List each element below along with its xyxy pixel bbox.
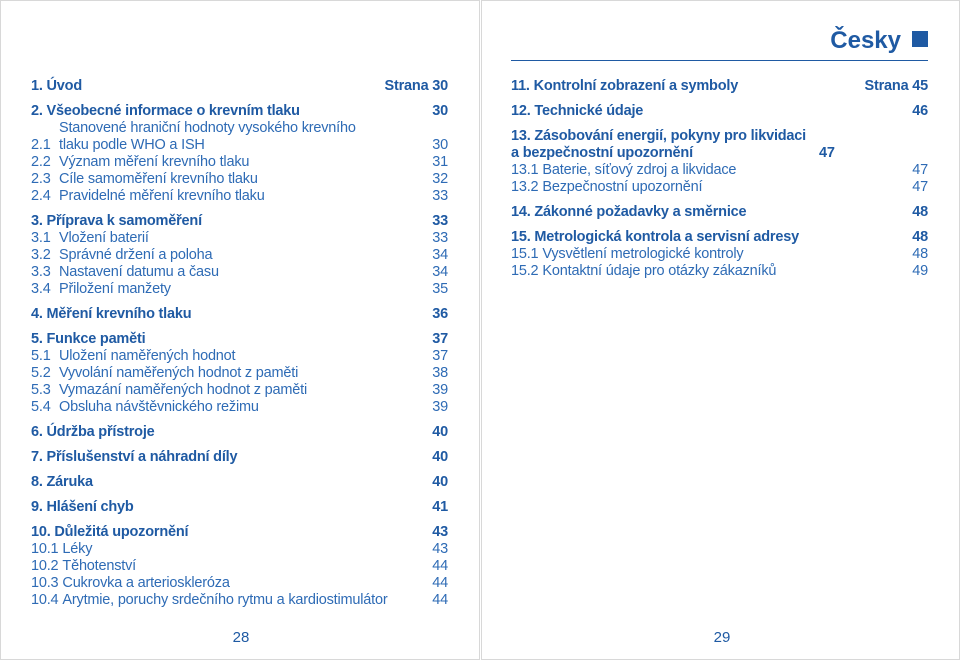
item-page: 31	[432, 154, 448, 170]
section-title: 6. Údržba přístroje	[31, 424, 155, 440]
toc-item[interactable]	[511, 162, 928, 179]
item-label: Arytmie, poruchy srdečního rytmu a kardiostimulátor	[62, 592, 388, 608]
page-number: 28	[232, 629, 250, 646]
toc-section[interactable]	[511, 128, 928, 162]
table-of-contents-left	[31, 78, 448, 609]
toc-section[interactable]	[31, 331, 448, 348]
toc-section[interactable]	[31, 499, 448, 516]
section-title: 13. Zásobování energií, pokyny pro likvidaci a bezpečnostní upozornění	[511, 128, 806, 161]
toc-item[interactable]	[31, 592, 448, 609]
section-page: 36	[432, 306, 448, 322]
section-page: 41	[432, 499, 448, 515]
item-label: Správné držení a poloha	[59, 247, 213, 263]
item-label: Kontaktní údaje pro otázky zákazníků	[542, 263, 777, 279]
item-number: 10.1	[31, 541, 59, 557]
item-number: 3.4	[31, 281, 51, 297]
toc-item[interactable]	[511, 263, 928, 280]
section-page: 46	[912, 103, 928, 119]
section-title: 8. Záruka	[31, 474, 93, 490]
item-number: 3.3	[31, 264, 51, 280]
item-page: 34	[432, 264, 448, 280]
item-page: 32	[432, 171, 448, 187]
item-page: 37	[432, 348, 448, 364]
toc-section[interactable]	[31, 306, 448, 323]
toc-section[interactable]	[31, 78, 448, 95]
item-label: Význam měření krevního tlaku	[59, 154, 250, 170]
item-number: 13.2	[511, 179, 539, 195]
toc-item[interactable]	[31, 365, 448, 382]
item-page: 47	[912, 179, 928, 195]
table-of-contents-right	[511, 78, 928, 280]
toc-item[interactable]	[31, 281, 448, 298]
item-number: 5.3	[31, 382, 51, 398]
section-title: 9. Hlášení chyb	[31, 499, 134, 515]
toc-item[interactable]	[31, 247, 448, 264]
item-label: Cukrovka a arterioskleróza	[62, 575, 230, 591]
item-page: 30	[432, 137, 448, 153]
right-page	[481, 0, 960, 660]
section-page: 43	[432, 524, 448, 540]
section-title: 1. Úvod	[31, 78, 82, 94]
toc-item[interactable]	[31, 188, 448, 205]
item-page: 39	[432, 382, 448, 398]
toc-item[interactable]	[31, 541, 448, 558]
item-number: 5.4	[31, 399, 51, 415]
item-page: 49	[912, 263, 928, 279]
item-label: Těhotenství	[62, 558, 136, 574]
section-page: 47	[819, 145, 835, 161]
language-marker-square	[912, 31, 928, 47]
header-rule	[511, 60, 928, 61]
toc-section[interactable]	[31, 449, 448, 466]
section-page: 48	[912, 229, 928, 245]
toc-section[interactable]	[31, 213, 448, 230]
item-number: 13.1	[511, 162, 539, 178]
section-page: 33	[432, 213, 448, 229]
toc-item[interactable]	[511, 246, 928, 263]
toc-item[interactable]	[31, 558, 448, 575]
item-number: 15.2	[511, 263, 539, 279]
section-page: Strana 30	[384, 78, 448, 94]
section-title: 5. Funkce paměti	[31, 331, 146, 347]
item-page: 34	[432, 247, 448, 263]
item-label: Bezpečnostní upozornění	[542, 179, 703, 195]
item-number: 5.2	[31, 365, 51, 381]
toc-item[interactable]	[31, 575, 448, 592]
section-title: 10. Důležitá upozornění	[31, 524, 189, 540]
section-page: 37	[432, 331, 448, 347]
page-number: 29	[713, 629, 731, 646]
item-number: 2.4	[31, 188, 51, 204]
section-title: 4. Měření krevního tlaku	[31, 306, 192, 322]
item-label: Vymazání naměřených hodnot z paměti	[59, 382, 307, 398]
toc-item[interactable]	[31, 382, 448, 399]
item-page: 33	[432, 188, 448, 204]
toc-item[interactable]	[31, 399, 448, 416]
section-page: 40	[432, 474, 448, 490]
item-number: 2.2	[31, 154, 51, 170]
toc-item[interactable]	[31, 154, 448, 171]
item-number: 10.4	[31, 592, 59, 608]
section-page: 30	[432, 103, 448, 119]
item-number: 15.1	[511, 246, 539, 262]
item-number: 5.1	[31, 348, 51, 364]
toc-section[interactable]	[31, 103, 448, 120]
item-label: Baterie, síťový zdroj a likvidace	[542, 162, 737, 178]
toc-section[interactable]	[31, 474, 448, 491]
section-title: 15. Metrologická kontrola a servisní adresy	[511, 229, 799, 245]
item-label: Léky	[62, 541, 93, 557]
item-label: Pravidelné měření krevního tlaku	[59, 188, 265, 204]
item-page: 47	[912, 162, 928, 178]
toc-item[interactable]	[31, 264, 448, 281]
section-page: Strana 45	[864, 78, 928, 94]
item-label: Nastavení datumu a času	[59, 264, 219, 280]
section-title: 2. Všeobecné informace o krevním tlaku	[31, 103, 300, 119]
item-number: 10.3	[31, 575, 59, 591]
section-title: 11. Kontrolní zobrazení a symboly	[511, 78, 739, 94]
section-title: 7. Příslušenství a náhradní díly	[31, 449, 238, 465]
toc-section[interactable]	[31, 524, 448, 541]
toc-section[interactable]	[511, 229, 928, 246]
toc-section[interactable]	[511, 204, 928, 221]
toc-section[interactable]	[511, 78, 928, 95]
item-page: 48	[912, 246, 928, 262]
toc-item[interactable]	[31, 120, 448, 154]
toc-item[interactable]	[511, 179, 928, 196]
item-label: Vyvolání naměřených hodnot z paměti	[59, 365, 299, 381]
item-page: 43	[432, 541, 448, 557]
item-page: 44	[432, 592, 448, 608]
item-page: 38	[432, 365, 448, 381]
section-title: 12. Technické údaje	[511, 103, 644, 119]
language-label: Česky	[830, 27, 901, 54]
item-number: 3.1	[31, 230, 51, 246]
item-number: 2.3	[31, 171, 51, 187]
section-page: 40	[432, 449, 448, 465]
item-label: Vložení baterií	[59, 230, 149, 246]
item-page: 33	[432, 230, 448, 246]
item-number: 10.2	[31, 558, 59, 574]
section-title: 14. Zákonné požadavky a směrnice	[511, 204, 747, 220]
section-page: 48	[912, 204, 928, 220]
item-page: 44	[432, 575, 448, 591]
toc-section[interactable]	[31, 424, 448, 441]
item-label: Cíle samoměření krevního tlaku	[59, 171, 258, 187]
item-label: Obsluha návštěvnického režimu	[59, 399, 259, 415]
item-label: Stanovené hraniční hodnoty vysokého krevního tlaku podle WHO a ISH	[59, 120, 356, 153]
toc-item[interactable]	[31, 348, 448, 365]
toc-section[interactable]	[511, 103, 928, 120]
toc-item[interactable]	[31, 230, 448, 247]
section-title: 3. Příprava k samoměření	[31, 213, 202, 229]
toc-item[interactable]	[31, 171, 448, 188]
item-page: 35	[432, 281, 448, 297]
item-number: 3.2	[31, 247, 51, 263]
item-page: 39	[432, 399, 448, 415]
item-label: Přiložení manžety	[59, 281, 171, 297]
item-number: 2.1	[31, 137, 51, 153]
section-page: 40	[432, 424, 448, 440]
item-label: Uložení naměřených hodnot	[59, 348, 236, 364]
item-label: Vysvětlení metrologické kontroly	[542, 246, 744, 262]
item-page: 44	[432, 558, 448, 574]
